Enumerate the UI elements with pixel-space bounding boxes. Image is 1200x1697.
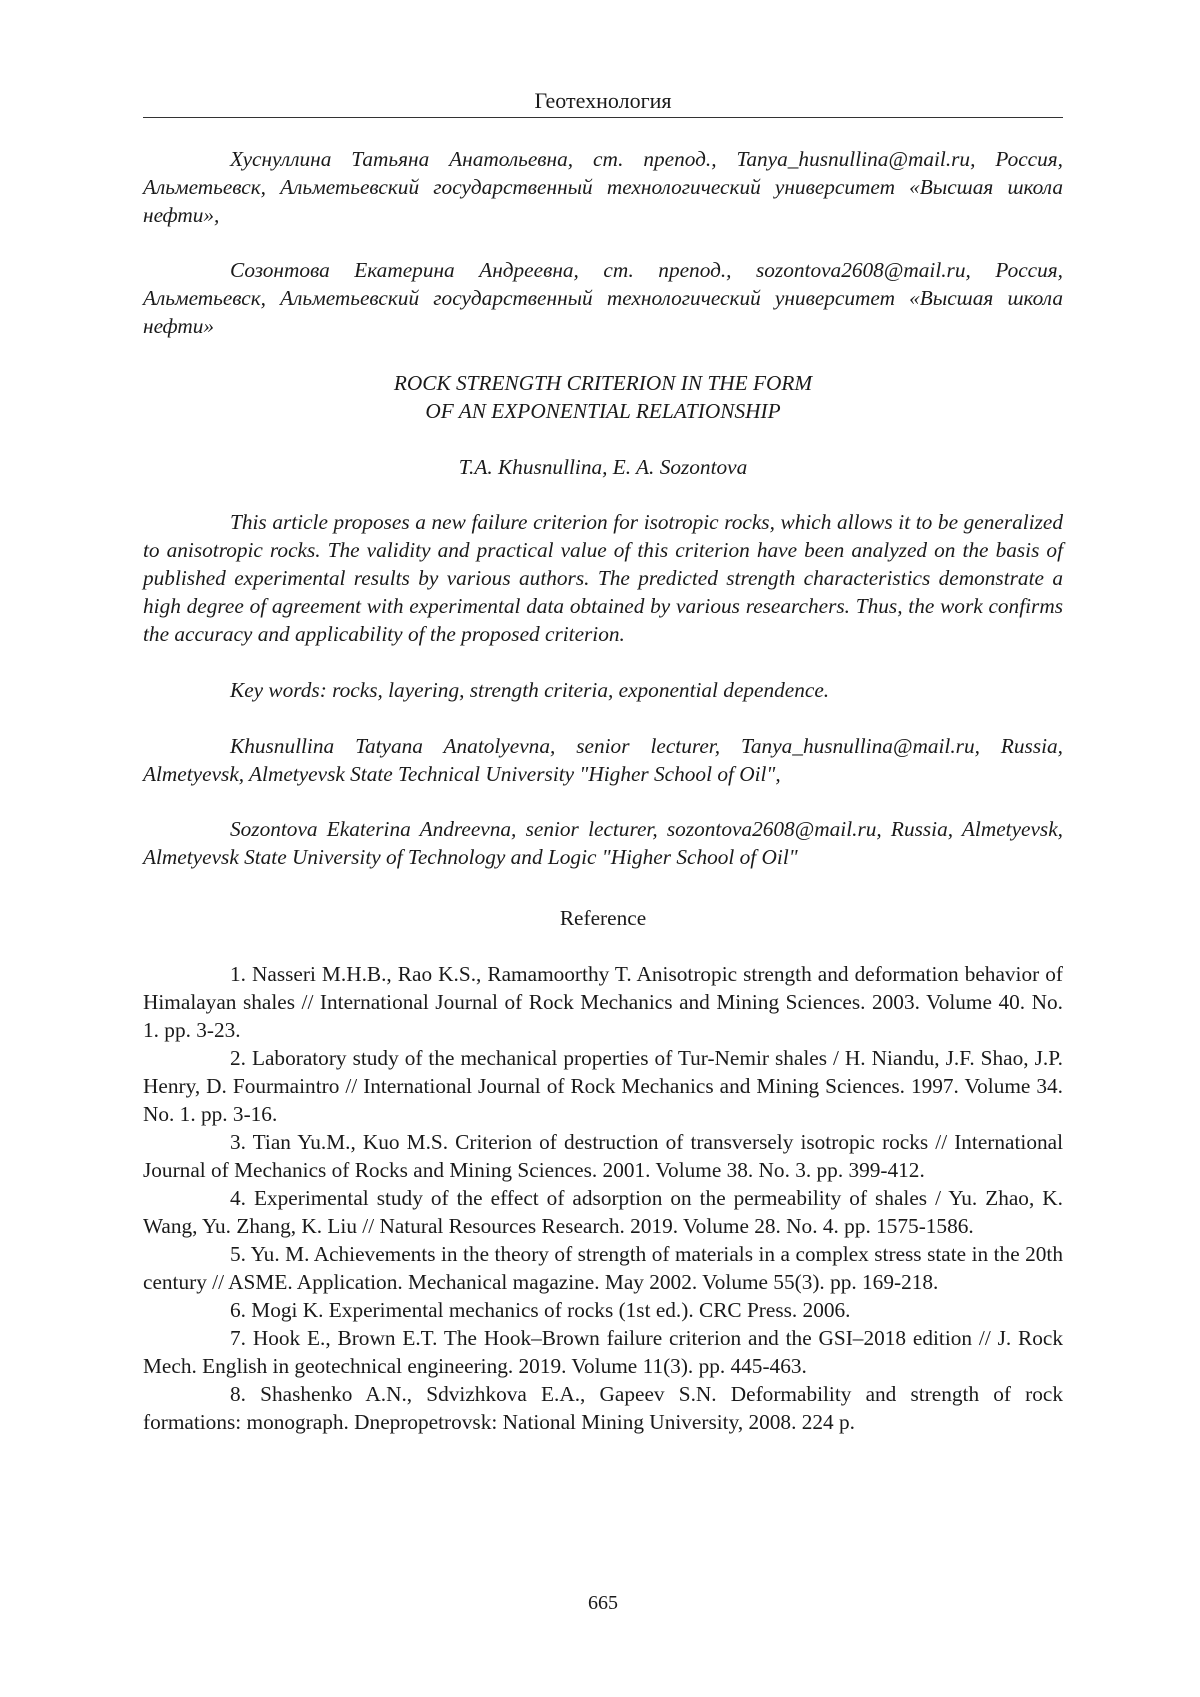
reference-item: 3. Tian Yu.M., Kuo M.S. Criterion of destruction of transversely isotropic rocks // International Journal of Mechanics of Rocks and Mining Sciences. 2001. Volume 38. No. 3. pp. 399-412. <box>143 1130 1063 1182</box>
page-number: 665 <box>588 1592 618 1614</box>
reference-item: 1. Nasseri M.H.B., Rao K.S., Ramamoorthy T. Anisotropic strength and deformation behavior of Himalayan shales // International Journal of Rock Mechanics and Mining Sciences. 2003. Volume 40. No. 1. pp. 3-23. <box>143 962 1063 1042</box>
running-head: Геотехнология <box>534 88 672 113</box>
article-title-line-1: ROCK STRENGTH CRITERION IN THE FORM <box>393 371 813 395</box>
references-heading: Reference <box>559 906 647 930</box>
abstract: This article proposes a new failure criterion for isotropic rocks, which allows it to be generalized to anisotropic rocks. The validity and practical value of this criterion have been analyzed on the basis of published experimental results by various authors. The predicted strength characteristics demonstrate a high degree of agreement with experimental data obtained by various researchers. Thus, the work confirms the accuracy and applicability of the proposed criterion. <box>143 510 1063 646</box>
byline: T.A. Khusnullina, E. A. Sozontova <box>458 455 748 479</box>
reference-item: 4. Experimental study of the effect of adsorption on the permeability of shales / Yu. Zhao, K. Wang, Yu. Zhang, K. Liu // Natural Resources Research. 2019. Volume 28. No. 4. pp. 1575-1586. <box>143 1186 1063 1238</box>
keywords: Key words: rocks, layering, strength criteria, exponential dependence. <box>230 678 830 702</box>
author-ru-2: Созонтова Екатерина Андреевна, ст. препод., sozontova2608@mail.ru, Россия, Альметьевск, Альметьевский государственный технологический университет «Высшая школа нефти» <box>143 258 1063 338</box>
reference-item: 8. Shashenko A.N., Sdvizhkova E.A., Gapeev S.N. Deformability and strength of rock formations: monograph. Dnepropetrovsk: National Mining University, 2008. 224 p. <box>143 1382 1063 1434</box>
author-en-1: Khusnullina Tatyana Anatolyevna, senior lecturer, Tanya_husnullina@mail.ru, Russia, Almetyevsk, Almetyevsk State Technical University "Higher School of Oil", <box>143 734 1063 786</box>
author-ru-1: Хуснуллина Татьяна Анатольевна, ст. препод., Tanya_husnullina@mail.ru, Россия, Альметьевск, Альметьевский государственный технологический университет «Высшая школа нефти», <box>143 147 1063 227</box>
reference-item: 2. Laboratory study of the mechanical properties of Tur-Nemir shales / H. Niandu, J.F. Shao, J.P. Henry, D. Fourmaintro // International Journal of Rock Mechanics and Mining Sciences. 1997. Volume 34. No. 1. pp. 3-16. <box>143 1046 1063 1126</box>
references-list <box>143 960 1063 1436</box>
header-rule <box>143 117 1063 118</box>
author-en-2: Sozontova Ekaterina Andreevna, senior lecturer, sozontova2608@mail.ru, Russia, Almetyevsk, Almetyevsk State University of Technology and Logic "Higher School of Oil" <box>143 817 1063 869</box>
reference-item: 7. Hook E., Brown E.T. The Hook–Brown failure criterion and the GSI–2018 edition // J. Rock Mech. English in geotechnical engineering. 2019. Volume 11(3). pp. 445-463. <box>143 1326 1063 1378</box>
article-title-line-2: OF AN EXPONENTIAL RELATIONSHIP <box>425 399 781 423</box>
reference-item: 5. Yu. M. Achievements in the theory of strength of materials in a complex stress state in the 20th century // ASME. Application. Mechanical magazine. May 2002. Volume 55(3). pp. 169-218. <box>143 1242 1063 1294</box>
reference-item: 6. Mogi K. Experimental mechanics of rocks (1st ed.). CRC Press. 2006. <box>230 1298 851 1322</box>
